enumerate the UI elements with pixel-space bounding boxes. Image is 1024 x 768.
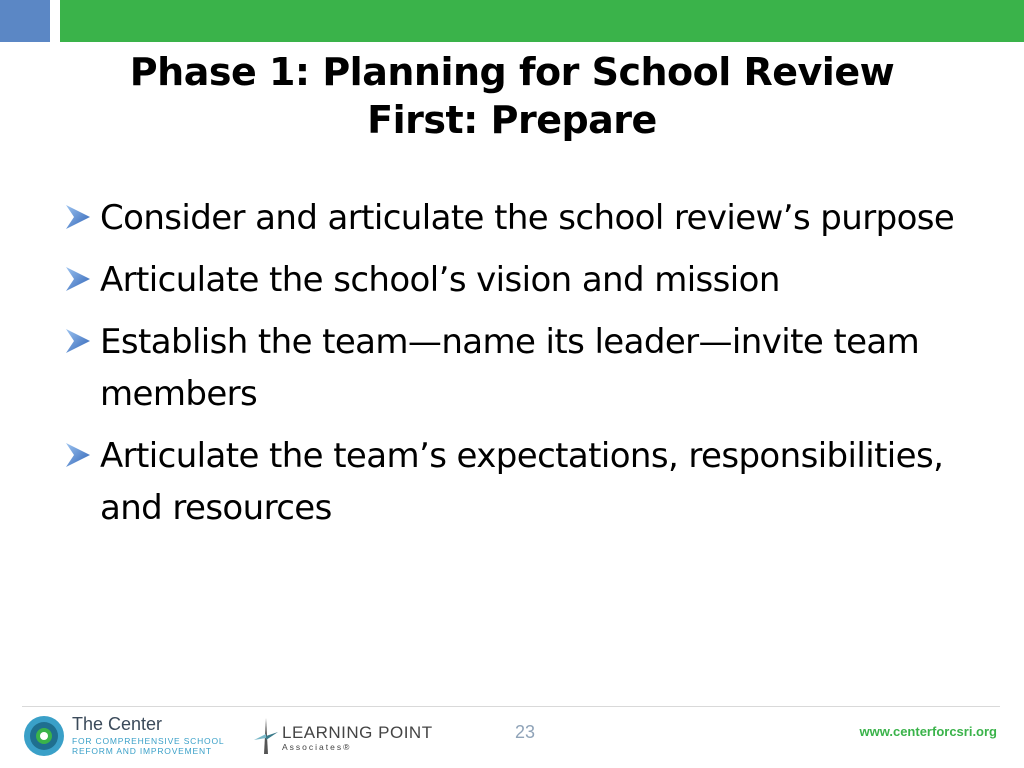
bullet-text: Establish the team—name its leader—invite team members	[100, 322, 920, 414]
learning-point-logo	[252, 716, 432, 756]
slide-title-line-1: Phase 1: Planning for School Review	[129, 50, 895, 94]
bullet-text: Articulate the team’s expectations, responsibilities, and resources	[100, 436, 944, 528]
header-green-bar	[60, 0, 1024, 42]
center-logo-sub-2: REFORM AND IMPROVEMENT	[72, 746, 212, 756]
bullet-text: Articulate the school’s vision and mission	[100, 260, 780, 300]
arrow-bullet-icon	[64, 441, 92, 469]
center-circle-logo-icon	[22, 714, 66, 758]
header-blue-block	[0, 0, 50, 42]
slide-title	[0, 48, 1024, 144]
learning-point-associates: Associates®	[282, 742, 352, 752]
bullet-item	[62, 254, 982, 306]
bullet-item	[62, 192, 982, 244]
learning-point-name: LEARNING POINT	[282, 723, 433, 742]
center-logo-sub-1: FOR COMPREHENSIVE SCHOOL	[72, 736, 225, 746]
arrow-bullet-icon	[64, 265, 92, 293]
arrow-bullet-icon	[64, 203, 92, 231]
arrow-bullet-icon	[64, 327, 92, 355]
footer-divider	[22, 706, 1000, 707]
bullet-item	[62, 430, 982, 534]
slide-title-line-2: First: Prepare	[367, 98, 657, 142]
bullet-list	[62, 192, 982, 544]
page-number: 23	[514, 722, 536, 742]
learning-point-mark-icon	[252, 716, 280, 756]
footer-url-link[interactable]: www.centerforcsri.org	[859, 724, 997, 739]
bullet-text: Consider and articulate the school review’s purpose	[100, 198, 955, 238]
bullet-item	[62, 316, 982, 420]
center-logo	[22, 714, 225, 758]
center-logo-name: The Center	[72, 714, 163, 734]
